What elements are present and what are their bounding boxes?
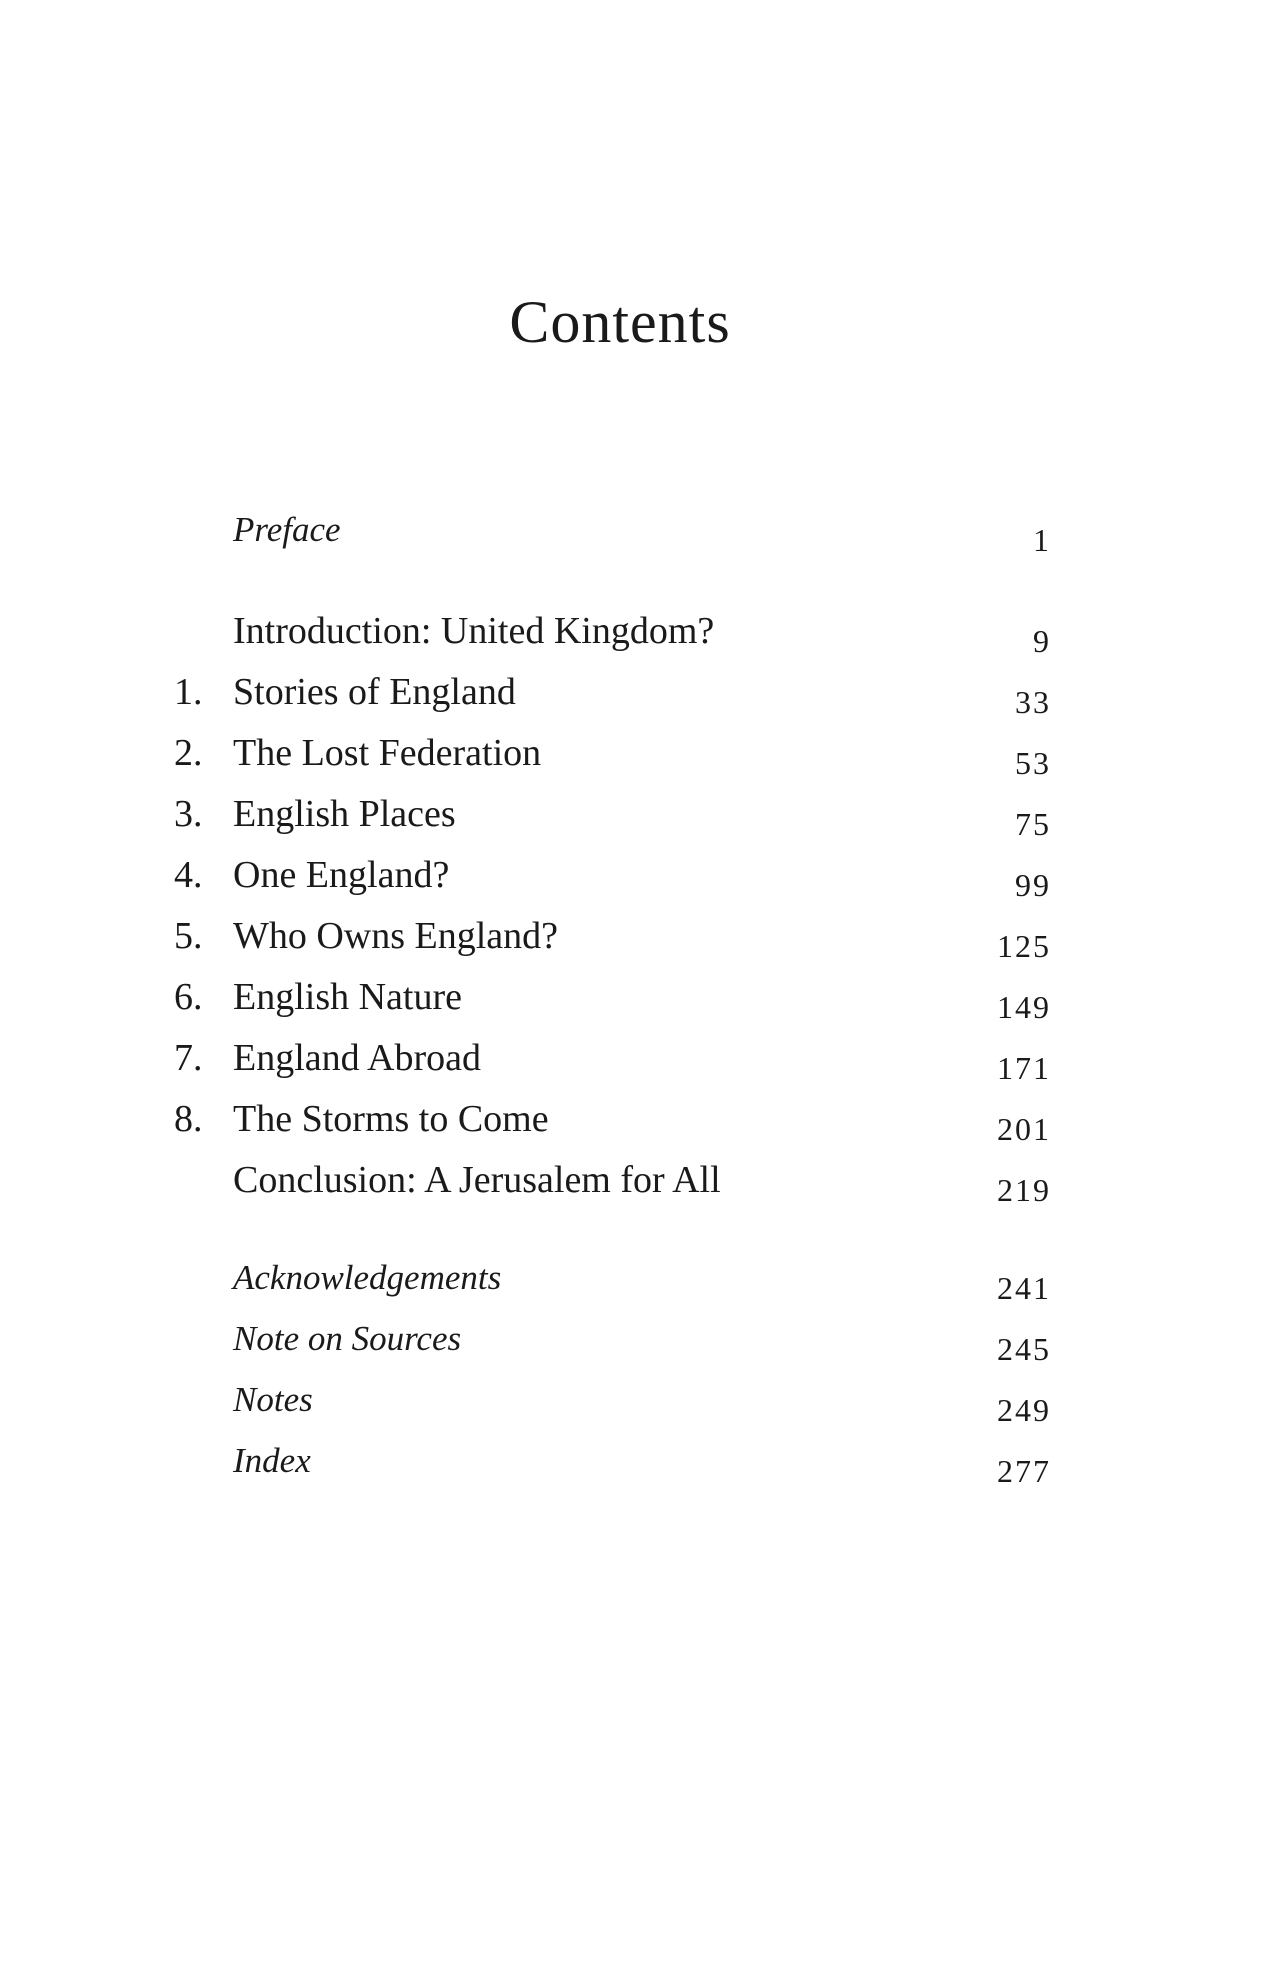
toc-entry-page: 75 xyxy=(1015,806,1051,842)
toc-entry-label: English Places xyxy=(233,793,456,835)
toc-entry-number: 6. xyxy=(174,976,203,1018)
toc-entry-label: England Abroad xyxy=(233,1037,482,1079)
toc-entry-preface xyxy=(0,506,1269,558)
toc-entry-label: Index xyxy=(233,1441,311,1480)
toc-entry-chapter-5 xyxy=(0,912,1269,964)
toc-entry-conclusion xyxy=(0,1156,1269,1208)
toc-entry-chapter-4 xyxy=(0,851,1269,903)
toc-entry-page: 53 xyxy=(1015,745,1051,781)
toc-entry-page: 171 xyxy=(997,1050,1051,1086)
toc-entry-page: 241 xyxy=(997,1270,1051,1306)
toc-entry-label: Note on Sources xyxy=(233,1319,462,1358)
toc-entry-number: 8. xyxy=(174,1098,203,1140)
toc-entry-number: 4. xyxy=(174,854,203,896)
toc-entry-chapter-7 xyxy=(0,1034,1269,1086)
toc-entry-page: 249 xyxy=(997,1392,1051,1428)
toc-entry-page: 277 xyxy=(997,1453,1051,1489)
toc-entry-label: One England? xyxy=(233,854,450,896)
toc-entry-notes xyxy=(0,1376,1269,1428)
toc-entry-page: 33 xyxy=(1015,684,1051,720)
toc-entry-label: Notes xyxy=(233,1380,313,1419)
toc-entry-page: 149 xyxy=(997,989,1051,1025)
toc-entry-label: Stories of England xyxy=(233,671,516,713)
toc-entry-page: 219 xyxy=(997,1172,1051,1208)
toc-entry-index xyxy=(0,1437,1269,1489)
toc-entry-page: 9 xyxy=(1033,623,1051,659)
toc-entry-label: The Storms to Come xyxy=(233,1098,549,1140)
toc-entry-page: 245 xyxy=(997,1331,1051,1367)
toc-entry-label: The Lost Federation xyxy=(233,732,542,774)
toc-entry-chapter-6 xyxy=(0,973,1269,1025)
toc-entry-label: Who Owns England? xyxy=(233,915,559,957)
toc-entry-note-on-sources xyxy=(0,1315,1269,1367)
toc-entry-introduction xyxy=(0,607,1269,659)
toc-entry-number: 5. xyxy=(174,915,203,957)
toc-entry-page: 99 xyxy=(1015,867,1051,903)
toc-entry-number: 3. xyxy=(174,793,203,835)
toc-entry-chapter-3 xyxy=(0,790,1269,842)
toc-entry-label: English Nature xyxy=(233,976,463,1018)
toc-entry-chapter-8 xyxy=(0,1095,1269,1147)
toc-entry-label: Conclusion: A Jerusalem for All xyxy=(233,1159,721,1201)
toc-entry-label: Introduction: United Kingdom? xyxy=(233,610,715,652)
toc-entry-page: 125 xyxy=(997,928,1051,964)
toc-entry-number: 7. xyxy=(174,1037,203,1079)
page-title: Contents xyxy=(509,289,731,355)
toc-entry-chapter-1 xyxy=(0,668,1269,720)
toc-entry-label: Acknowledgements xyxy=(233,1258,502,1297)
toc-entry-number: 2. xyxy=(174,732,203,774)
toc-entry-acknowledgements xyxy=(0,1254,1269,1306)
toc-entry-page: 1 xyxy=(1033,522,1051,558)
toc-entry-page: 201 xyxy=(997,1111,1051,1147)
toc-entry-chapter-2 xyxy=(0,729,1269,781)
toc-entry-number: 1. xyxy=(174,671,203,713)
toc-entry-label: Preface xyxy=(233,510,341,549)
